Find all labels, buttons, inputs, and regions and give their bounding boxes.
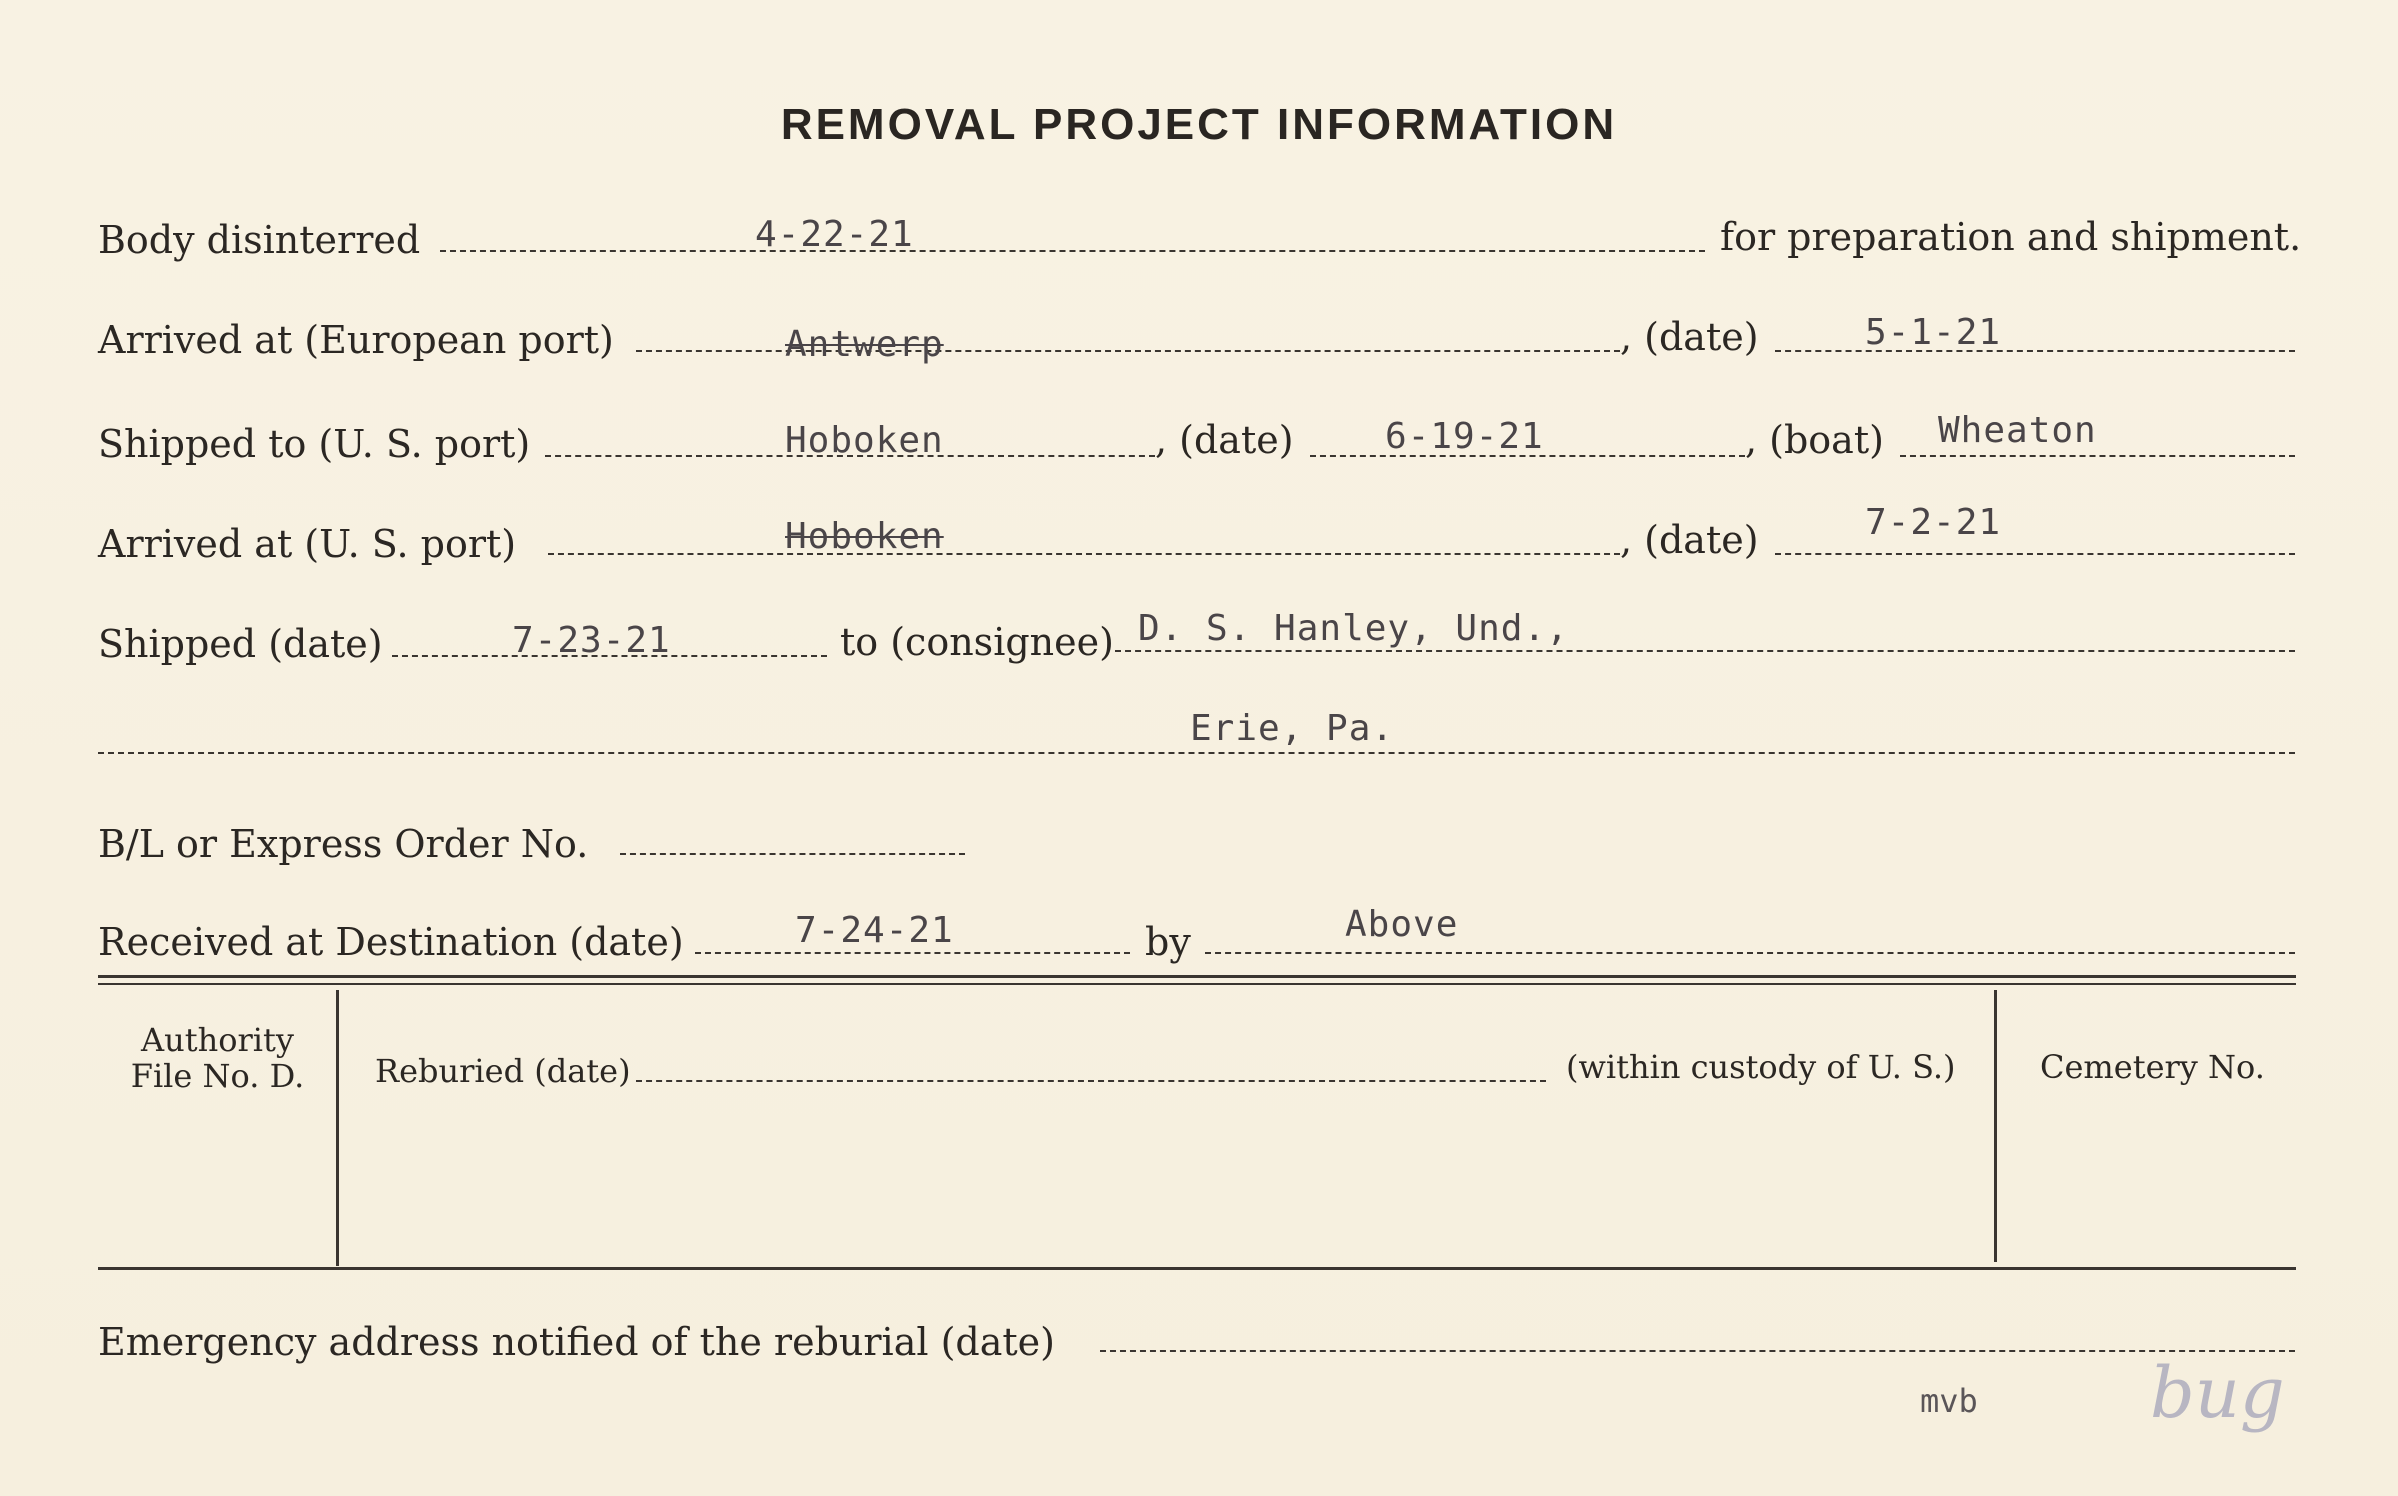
reburied-label: Reburied (date) [375,1052,631,1090]
custody-label: (within custody of U. S.) [1566,1048,1956,1086]
authority-label-line1: Authority [141,1021,294,1059]
arrived-european-date-line [1775,350,2295,352]
consignee-value: D. S. Hanley, Und., [1138,608,1569,649]
arrived-us-label: Arrived at (U. S. port) [98,522,517,566]
authority-label [110,1022,325,1094]
arrived-us-date-value: 7-2-21 [1865,502,2002,543]
cemetery-label: Cemetery No. [2040,1048,2265,1086]
emergency-line [1100,1350,2295,1352]
arrived-european-date-label: , (date) [1620,315,1759,359]
received-label: Received at Destination (date) [98,920,684,964]
consignee-value-2: Erie, Pa. [1190,708,1395,749]
table-divider-right [1994,990,1997,1262]
arrived-european-value: Antwerp [785,324,944,365]
bl-line [620,853,965,855]
shipped-us-value: Hoboken [785,420,944,461]
table-divider-left [336,990,339,1266]
reburied-line [636,1080,1546,1082]
shipped-us-boat-label: , (boat) [1745,418,1884,462]
shipped-us-date-label: , (date) [1155,418,1294,462]
clerk-initials: mvb [1920,1382,1978,1420]
received-by-line [1205,952,2295,954]
shipped-label: Shipped (date) [98,622,383,666]
table-bottom-rule [98,1267,2296,1270]
shipped-value: 7-23-21 [512,620,671,661]
disinterred-suffix: for preparation and shipment. [1720,215,2302,259]
arrived-european-label: Arrived at (European port) [98,318,614,362]
bl-label: B/L or Express Order No. [98,822,589,866]
received-line [695,952,1130,954]
arrived-us-date-label: , (date) [1620,518,1759,562]
arrived-european-line [636,350,1620,352]
table-top-rule [98,975,2296,978]
shipped-us-label: Shipped to (U. S. port) [98,422,531,466]
arrived-european-date-value: 5-1-21 [1865,312,2002,353]
authority-label-line2: File No. D. [130,1057,305,1095]
consignee-line-2 [98,752,2295,754]
received-value: 7-24-21 [795,910,954,951]
table-top-rule-2 [98,983,2296,985]
shipped-us-date-value: 6-19-21 [1385,416,1544,457]
consignee-line [1115,650,2295,652]
pencil-mark: bug [2150,1352,2285,1434]
emergency-label: Emergency address notified of the reburial (date) [98,1320,1055,1364]
card-title: REMOVAL PROJECT INFORMATION [780,100,1618,149]
consignee-label: to (consignee) [840,620,1114,664]
arrived-us-date-line [1775,553,2295,555]
disinterred-label: Body disinterred [98,218,421,262]
shipped-us-boat-value: Wheaton [1938,410,2097,451]
received-by-label: by [1145,920,1191,964]
shipped-us-boat-line [1900,455,2295,457]
received-by-value: Above [1345,904,1459,945]
disinterred-line [440,250,1705,252]
arrived-us-line [548,553,1620,555]
arrived-us-value: Hoboken [785,516,944,557]
disinterred-value: 4-22-21 [755,214,914,255]
